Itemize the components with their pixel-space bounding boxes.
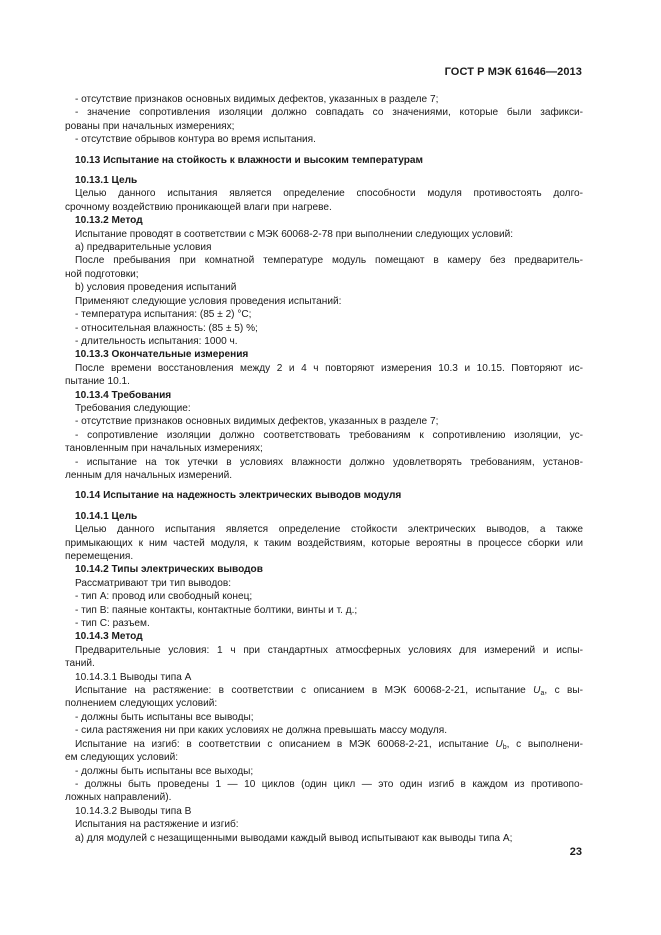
paragraph: а) предварительные условия — [75, 242, 212, 254]
paragraph: После времени восстановления между 2 и 4 ч повторяют измерения 10.3 и 10.15. Повторяют ис- — [75, 362, 583, 374]
paragraph: После пребывания при комнатной температуре модуль помещают в камеру без предваритель- — [75, 255, 583, 267]
section-heading: 10.14 Испытание на надежность электрических выводов модуля — [75, 490, 402, 502]
paragraph: пытание 10.1. — [65, 376, 130, 388]
subsection-heading: 10.13.4 Требования — [75, 389, 172, 401]
subsection-heading: 10.14.2 Типы электрических выводов — [75, 564, 263, 576]
paragraph: Испытания на растяжение и изгиб: — [75, 819, 239, 831]
page-number: 23 — [569, 846, 582, 858]
paragraph: b) условия проведения испытаний — [75, 282, 237, 294]
paragraph: Рассматривают три тип выводов: — [75, 577, 232, 589]
subsection-heading: 10.14.1 Цель — [75, 510, 138, 522]
paragraph: - отсутствие признаков основных видимых дефектов, указанных в разделе 7; — [75, 94, 439, 105]
document-body — [65, 93, 583, 845]
paragraph: срочному воздействию проникающей влаги при нагреве. — [65, 201, 332, 213]
clause-heading: 10.14.3.1 Выводы типа А — [75, 671, 192, 683]
paragraph: - сопротивление изоляции должно соответствовать требованиям к сопротивлению изоляции, ус- — [75, 429, 583, 441]
subsection-heading: 10.14.3 Метод — [75, 631, 143, 643]
subsection-heading: 10.13.1 Цель — [75, 175, 138, 187]
paragraph: ложных направлений). — [65, 792, 172, 804]
paragraph: - испытание на ток утечки в условиях влажности должно удовлетворять требованиям, установ- — [75, 456, 583, 468]
paragraph: Целью данного испытания является определение способности модуля противостоять долго- — [75, 188, 583, 200]
paragraph: полнением следующих условий: — [65, 698, 218, 710]
paragraph: - температура испытания: (85 ± 2) °C; — [75, 309, 252, 321]
paragraph: - должны быть испытаны все выходы; — [75, 765, 254, 777]
paragraph: примыкающих к ним частей модуля, к таким воздействиям, которые вероятны в процессе сборки или — [65, 537, 583, 549]
paragraph: - длительность испытания: 1000 ч. — [75, 335, 238, 347]
section-heading: 10.13 Испытание на стойкость к влажности и высоким температурам — [75, 154, 424, 166]
paragraph: - тип С: разъем. — [75, 618, 150, 630]
paragraph: перемещения. — [65, 551, 134, 562]
paragraph: ем следующих условий: — [65, 752, 179, 764]
subsection-heading: 10.13.2 Метод — [75, 215, 143, 227]
paragraph: - сила растяжения ни при каких условиях не должна превышать массу модуля. — [75, 725, 448, 737]
paragraph: - должны быть испытаны все выводы; — [75, 711, 254, 723]
document-header: ГОСТ Р МЭК 61646—2013 — [444, 66, 582, 78]
clause-heading: 10.14.3.2 Выводы типа В — [75, 805, 192, 817]
paragraph: а) для модулей с незащищенными выводами каждый вывод испытывают как выводы типа А; — [75, 832, 513, 844]
paragraph: Испытание на растяжение: в соответствии с описанием в МЭК 60068-2-21, испытание $U_a$, с вы- — [75, 685, 583, 698]
paragraph: тановленным при начальных измерениях; — [65, 443, 263, 455]
paragraph: Испытание проводят в соответствии с МЭК 60068-2-78 при выполнении следующих условий: — [75, 228, 514, 240]
paragraph: - отсутствие обрывов контура во время испытания. — [75, 134, 316, 146]
paragraph: Применяют следующие условия проведения испытаний: — [75, 295, 342, 307]
paragraph: ной подготовки; — [65, 268, 139, 280]
paragraph: ленным для начальных измерений. — [65, 469, 233, 481]
paragraph: Требования следующие: — [75, 402, 191, 414]
paragraph: - отсутствие признаков основных видимых дефектов, указанных в разделе 7; — [75, 416, 439, 428]
paragraph: - тип А: провод или свободный конец; — [75, 591, 253, 603]
paragraph: таний. — [65, 658, 95, 670]
paragraph: - относительная влажность: (85 ± 5) %; — [75, 322, 258, 334]
paragraph: Испытание на изгиб: в соответствии с описанием в МЭК 60068-2-21, испытание $U_b$, с выполнени- — [75, 738, 583, 751]
paragraph: - значение сопротивления изоляции должно совпадать со значениями, которые были зафикси- рованы при начальных измерениях; — [65, 107, 583, 132]
subsection-heading: 10.13.3 Окончательные измерения — [75, 349, 249, 361]
paragraph: - должны быть проведены 1 — 10 циклов (один цикл — это один изгиб в каждом из противопо- — [75, 778, 583, 790]
paragraph: - тип В: паяные контакты, контактные болтики, винты и т. д.; — [75, 604, 358, 616]
paragraph: Целью данного испытания является определение стойкости электрических выводов, а также — [75, 524, 583, 536]
paragraph: Предварительные условия: 1 ч при стандартных атмосферных условиях для измерений и испы- — [75, 644, 583, 656]
